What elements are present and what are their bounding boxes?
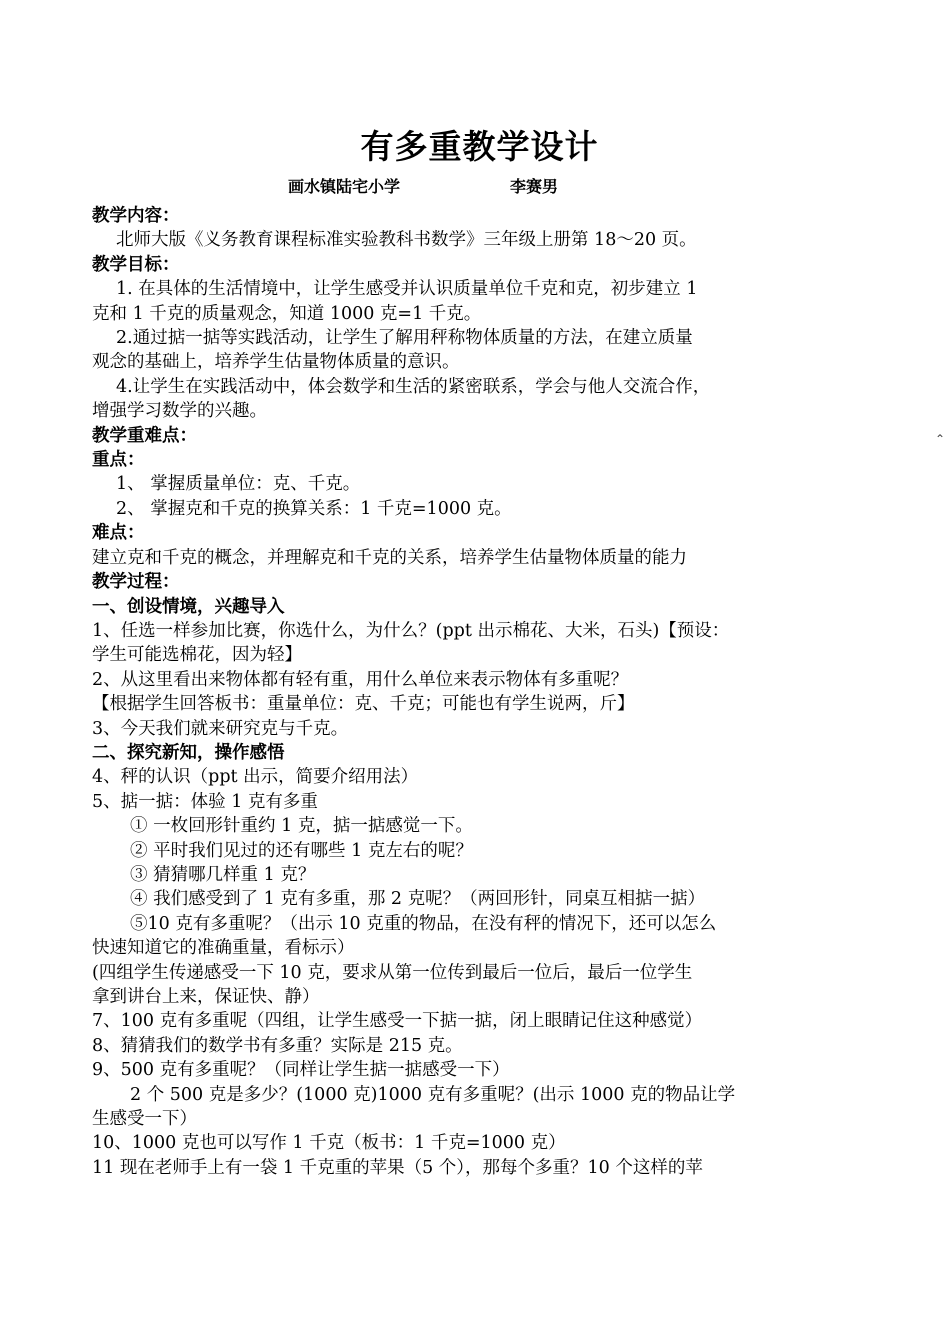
section-heading: 重点： bbox=[92, 450, 145, 471]
text-line: 克和 1 千克的质量观念，知道 1000 克=1 千克。 bbox=[92, 303, 482, 324]
text-line: 11 现在老师手上有一袋 1 千克重的苹果（5 个），那每个多重？10 个这样的苹 bbox=[92, 1157, 703, 1178]
text-line: 1. 在具体的生活情境中，让学生感受并认识质量单位千克和克，初步建立 1 bbox=[116, 279, 698, 300]
text-line: ① 一枚回形针重约 1 克，掂一掂感觉一下。 bbox=[130, 816, 473, 837]
section-heading: 教学重难点： bbox=[92, 425, 197, 446]
margin-mark: ⌃ bbox=[935, 432, 946, 446]
text-line: 2 个 500 克是多少？(1000 克)1000 克有多重呢？(出示 1000 克的物品让学 bbox=[130, 1084, 736, 1105]
text-line: ④ 我们感受到了 1 克有多重，那 2 克呢？（两回形针，同桌互相掂一掂） bbox=[130, 889, 706, 910]
section-heading: 难点： bbox=[92, 523, 145, 544]
section-heading: 教学内容： bbox=[92, 206, 180, 226]
section-heading: 教学过程： bbox=[92, 572, 180, 593]
text-line: 7、100 克有多重呢（四组，让学生感受一下掂一掂，闭上眼睛记住这种感觉） bbox=[92, 1011, 703, 1032]
text-line: 增强学习数学的兴趣。 bbox=[92, 401, 267, 422]
document-page bbox=[92, 124, 867, 1180]
document-title: 有多重教学设计 bbox=[360, 127, 599, 166]
text-line: ⑤10 克有多重呢？（出示 10 克重的物品，在没有秤的情况下，还可以怎么 bbox=[130, 913, 717, 934]
text-line: 2、从这里看出来物体都有轻有重，用什么单位来表示物体有多重呢？ bbox=[92, 669, 629, 690]
text-line: 北师大版《义务教育课程标准实验教科书数学》三年级上册第 18～20 页。 bbox=[116, 230, 697, 251]
text-line: 4、秤的认识（ppt 出示，简要介绍用法） bbox=[92, 767, 419, 788]
text-line: ③ 猜猜哪几样重 1 克？ bbox=[130, 864, 316, 885]
text-line: 5、掂一掂：体验 1 克有多重 bbox=[92, 791, 318, 812]
text-line: 学生可能选棉花，因为轻】 bbox=[92, 645, 302, 666]
text-line: 建立克和千克的概念，并理解克和千克的关系，培养学生估量物体质量的能力 bbox=[92, 547, 687, 568]
section-heading: 二、探究新知，操作感悟 bbox=[92, 742, 285, 763]
text-line: (四组学生传递感受一下 10 克，要求从第一位传到最后一位后，最后一位学生 bbox=[92, 962, 693, 983]
text-line: 观念的基础上，培养学生估量物体质量的意识。 bbox=[92, 352, 460, 373]
text-line: 1、 掌握质量单位：克、千克。 bbox=[116, 474, 361, 495]
text-line: 2、 掌握克和千克的换算关系：1 千克=1000 克。 bbox=[116, 498, 512, 519]
byline bbox=[92, 174, 867, 204]
text-line: 3、今天我们就来研究克与千克。 bbox=[92, 718, 349, 739]
section-heading: 一、创设情境，兴趣导入 bbox=[92, 596, 285, 617]
text-line: 9、500 克有多重呢？（同样让学生掂一掂感受一下） bbox=[92, 1060, 510, 1081]
text-line: 生感受一下） bbox=[92, 1109, 197, 1130]
author-name: 李赛男 bbox=[510, 177, 559, 196]
document-body bbox=[92, 204, 867, 1180]
text-line: 快速知道它的准确重量，看标示） bbox=[92, 938, 355, 959]
text-line: 10、1000 克也可以写作 1 千克（板书：1 千克=1000 克） bbox=[92, 1133, 566, 1154]
text-line: ② 平时我们见过的还有哪些 1 克左右的呢？ bbox=[130, 840, 473, 861]
text-line: 1、任选一样参加比赛，你选什么，为什么？(ppt 出示棉花、大米，石头)【预设： bbox=[92, 620, 730, 641]
text-line: 8、猜猜我们的数学书有多重？实际是 215 克。 bbox=[92, 1035, 463, 1056]
text-line: 拿到讲台上来，保证快、静） bbox=[92, 987, 320, 1007]
text-line: 【根据学生回答板书：重量单位：克、千克；可能也有学生说两，斤】 bbox=[92, 694, 635, 715]
text-line: 2.通过掂一掂等实践活动，让学生了解用秤称物体质量的方法，在建立质量 bbox=[116, 328, 693, 349]
section-heading: 教学目标： bbox=[92, 254, 180, 275]
text-line: 4.让学生在实践活动中，体会数学和生活的紧密联系，学会与他人交流合作， bbox=[116, 376, 711, 397]
school-name: 画水镇陆宅小学 bbox=[288, 177, 401, 196]
